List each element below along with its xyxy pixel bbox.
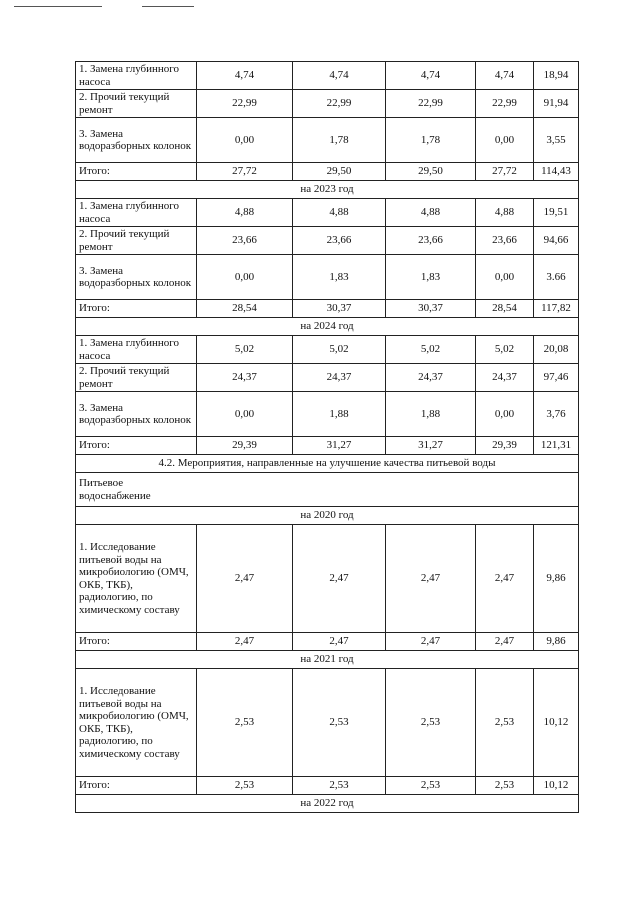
year-label: на 2021 год — [76, 651, 579, 669]
total-cell: 9,86 — [534, 525, 579, 633]
row-label: 1. Исследование питьевой воды на микробиологию (ОМЧ, ОКБ, ТКБ), радиологию, по химическому составу — [76, 525, 197, 633]
year-label: на 2024 год — [76, 318, 579, 336]
row-label: Итого: — [76, 777, 197, 795]
total-cell: 10,12 — [534, 777, 579, 795]
value-cell: 5,02 — [386, 336, 476, 364]
value-cell: 4,88 — [386, 199, 476, 227]
value-cell: 1,88 — [293, 392, 386, 437]
value-cell: 2,53 — [386, 777, 476, 795]
value-cell: 1,83 — [386, 255, 476, 300]
row-label: 3. Замена водоразборных колонок — [76, 255, 197, 300]
table-row — [76, 669, 579, 777]
value-cell: 4,88 — [476, 199, 534, 227]
value-cell: 2,47 — [197, 525, 293, 633]
value-cell: 5,02 — [293, 336, 386, 364]
value-cell: 23,66 — [386, 227, 476, 255]
row-label: 1. Исследование питьевой воды на микробиологию (ОМЧ, ОКБ, ТКБ), радиологию, по химическому составу — [76, 669, 197, 777]
total-cell: 20,08 — [534, 336, 579, 364]
total-cell: 114,43 — [534, 163, 579, 181]
table-row — [76, 90, 579, 118]
value-cell: 0,00 — [197, 392, 293, 437]
table-row — [76, 199, 579, 227]
value-cell: 23,66 — [293, 227, 386, 255]
value-cell: 2,47 — [293, 633, 386, 651]
value-cell: 22,99 — [197, 90, 293, 118]
value-cell: 31,27 — [293, 437, 386, 455]
value-cell: 29,39 — [197, 437, 293, 455]
row-label: Итого: — [76, 633, 197, 651]
value-cell: 22,99 — [386, 90, 476, 118]
value-cell: 5,02 — [476, 336, 534, 364]
value-cell: 4,74 — [386, 62, 476, 90]
row-label: 2. Прочий текущий ремонт — [76, 364, 197, 392]
total-cell: 3.66 — [534, 255, 579, 300]
row-label: 1. Замена глубинного насоса — [76, 336, 197, 364]
value-cell: 1,83 — [293, 255, 386, 300]
value-cell: 0,00 — [476, 392, 534, 437]
value-cell: 4,88 — [197, 199, 293, 227]
value-cell: 2,53 — [476, 777, 534, 795]
value-cell: 2,47 — [476, 525, 534, 633]
total-cell: 91,94 — [534, 90, 579, 118]
year-header-row — [76, 181, 579, 199]
total-cell: 19,51 — [534, 199, 579, 227]
value-cell: 2,47 — [197, 633, 293, 651]
value-cell: 24,37 — [386, 364, 476, 392]
value-cell: 4,74 — [476, 62, 534, 90]
section-header-row — [76, 455, 579, 473]
value-cell: 2,53 — [293, 669, 386, 777]
value-cell: 1,88 — [386, 392, 476, 437]
value-cell: 2,53 — [197, 777, 293, 795]
value-cell: 2,47 — [386, 525, 476, 633]
value-cell: 0,00 — [476, 255, 534, 300]
year-header-row — [76, 507, 579, 525]
value-cell: 2,53 — [197, 669, 293, 777]
value-cell: 0,00 — [197, 118, 293, 163]
value-cell: 2,47 — [386, 633, 476, 651]
value-cell: 23,66 — [476, 227, 534, 255]
value-cell: 2,53 — [476, 669, 534, 777]
total-cell: 9,86 — [534, 633, 579, 651]
value-cell: 2,47 — [293, 525, 386, 633]
table-row — [76, 118, 579, 163]
value-cell: 31,27 — [386, 437, 476, 455]
year-header-row — [76, 795, 579, 813]
value-cell: 24,37 — [476, 364, 534, 392]
total-cell: 3,55 — [534, 118, 579, 163]
table-row — [76, 364, 579, 392]
total-row — [76, 777, 579, 795]
value-cell: 27,72 — [476, 163, 534, 181]
value-cell: 5,02 — [197, 336, 293, 364]
subsection-row — [76, 473, 579, 507]
table-row — [76, 336, 579, 364]
table-row — [76, 62, 579, 90]
row-label: 1. Замена глубинного насоса — [76, 62, 197, 90]
value-cell: 28,54 — [476, 300, 534, 318]
row-label: 2. Прочий текущий ремонт — [76, 227, 197, 255]
row-label: Итого: — [76, 300, 197, 318]
value-cell: 1,78 — [293, 118, 386, 163]
total-row — [76, 300, 579, 318]
value-cell: 29,50 — [386, 163, 476, 181]
total-cell: 10,12 — [534, 669, 579, 777]
year-label: на 2023 год — [76, 181, 579, 199]
total-cell: 97,46 — [534, 364, 579, 392]
value-cell: 23,66 — [197, 227, 293, 255]
value-cell: 4,74 — [197, 62, 293, 90]
budget-table — [75, 61, 579, 813]
value-cell: 24,37 — [197, 364, 293, 392]
row-label: 3. Замена водоразборных колонок — [76, 118, 197, 163]
year-label: на 2020 год — [76, 507, 579, 525]
year-header-row — [76, 651, 579, 669]
value-cell: 30,37 — [386, 300, 476, 318]
header-rule-right — [142, 6, 194, 7]
total-row — [76, 437, 579, 455]
table-row — [76, 255, 579, 300]
value-cell: 27,72 — [197, 163, 293, 181]
value-cell: 4,74 — [293, 62, 386, 90]
value-cell: 28,54 — [197, 300, 293, 318]
table-row — [76, 392, 579, 437]
value-cell: 24,37 — [293, 364, 386, 392]
value-cell: 4,88 — [293, 199, 386, 227]
value-cell: 2,53 — [386, 669, 476, 777]
row-label: 3. Замена водоразборных колонок — [76, 392, 197, 437]
row-label: 2. Прочий текущий ремонт — [76, 90, 197, 118]
value-cell: 1,78 — [386, 118, 476, 163]
table-row — [76, 227, 579, 255]
total-row — [76, 163, 579, 181]
value-cell: 22,99 — [293, 90, 386, 118]
value-cell: 22,99 — [476, 90, 534, 118]
total-row — [76, 633, 579, 651]
year-header-row — [76, 318, 579, 336]
year-label: на 2022 год — [76, 795, 579, 813]
total-cell: 94,66 — [534, 227, 579, 255]
header-rule-left — [14, 6, 102, 7]
value-cell: 0,00 — [197, 255, 293, 300]
total-cell: 117,82 — [534, 300, 579, 318]
value-cell: 0,00 — [476, 118, 534, 163]
total-cell: 121,31 — [534, 437, 579, 455]
section-title: 4.2. Мероприятия, направленные на улучшение качества питьевой воды — [76, 455, 579, 473]
row-label: Итого: — [76, 437, 197, 455]
table-row — [76, 525, 579, 633]
total-cell: 3,76 — [534, 392, 579, 437]
value-cell: 30,37 — [293, 300, 386, 318]
value-cell: 2,47 — [476, 633, 534, 651]
value-cell: 2,53 — [293, 777, 386, 795]
row-label: 1. Замена глубинного насоса — [76, 199, 197, 227]
value-cell: 29,39 — [476, 437, 534, 455]
value-cell: 29,50 — [293, 163, 386, 181]
row-label: Итого: — [76, 163, 197, 181]
total-cell: 18,94 — [534, 62, 579, 90]
subsection-label: Питьевое водоснабжение — [76, 473, 579, 507]
